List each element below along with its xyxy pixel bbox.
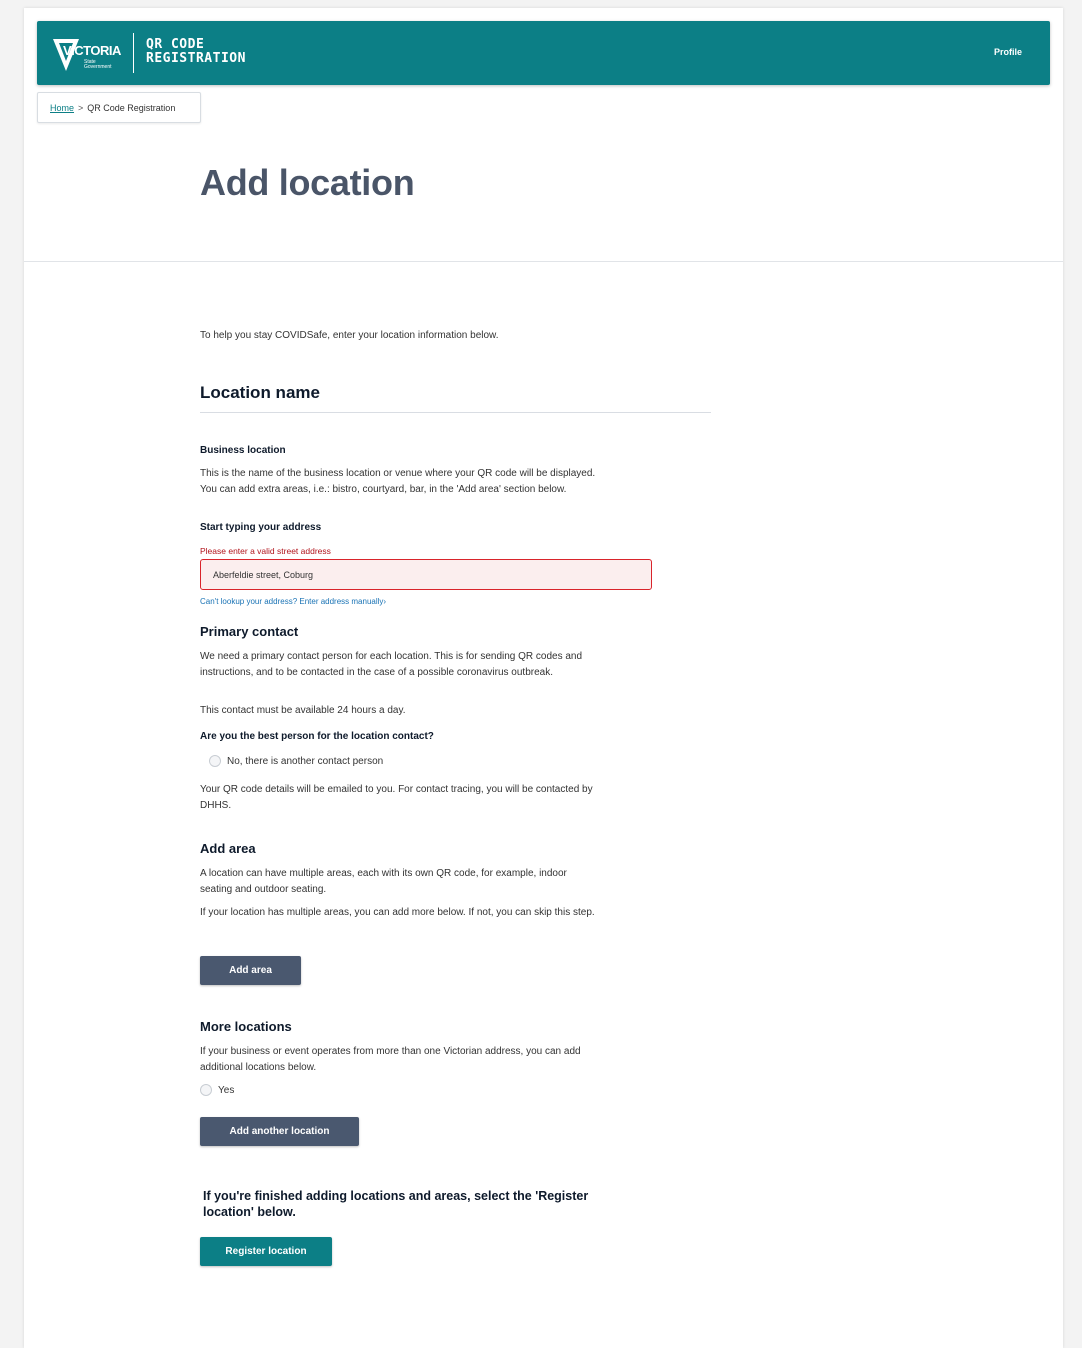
- profile-link[interactable]: Profile: [993, 47, 1022, 57]
- chevron-right-icon: ›: [383, 597, 387, 606]
- hero-divider: [24, 261, 1063, 262]
- radio-another-contact[interactable]: [209, 755, 383, 767]
- more-locations-description: If your business or event operates from more than one Victorian address, you can add additional locations below.: [200, 1046, 581, 1073]
- more-locations-heading: More locations: [200, 1019, 292, 1034]
- page-title: Add location: [200, 162, 415, 203]
- radio-circle[interactable]: [209, 755, 221, 767]
- register-instruction: If you're finished adding locations and areas, select the 'Register location' below.: [203, 1189, 589, 1219]
- business-location-label: Business location: [200, 445, 286, 456]
- best-person-question: Are you the best person for the location contact?: [200, 731, 434, 742]
- app-title-line1: QR CODE: [146, 37, 205, 52]
- svg-text:Government: Government: [84, 64, 112, 70]
- register-location-button[interactable]: Register location: [200, 1237, 332, 1266]
- svg-text:VICTORIA: VICTORIA: [63, 43, 121, 58]
- section-divider: [200, 412, 711, 413]
- business-location-help: This is the name of the business location or venue where your QR code will be displayed. You can add extra areas, i.e.: bistro, courtyard, bar, in the 'Add area' section below.: [200, 468, 596, 495]
- add-area-description: A location can have multiple areas, each with its own QR code, for example, indoor seating and outdoor seating.: [200, 868, 567, 895]
- breadcrumb-home-link[interactable]: Home: [50, 103, 75, 113]
- app-title: [146, 38, 246, 66]
- enter-address-manually-label: Can't lookup your address? Enter address manually: [200, 597, 384, 606]
- contact-email-note: Your QR code details will be emailed to you. For contact tracing, you will be contacted by DHHS.: [200, 784, 593, 811]
- add-area-heading: Add area: [200, 841, 256, 856]
- add-another-location-button[interactable]: Add another location: [200, 1117, 359, 1146]
- breadcrumb: [37, 92, 201, 123]
- radio-circle[interactable]: [200, 1084, 212, 1096]
- victoria-logo[interactable]: [53, 33, 125, 73]
- add-area-button[interactable]: Add area: [200, 956, 301, 985]
- add-area-instructions: If your location has multiple areas, you can add more below. If not, you can skip this step.: [200, 907, 595, 918]
- address-error-message: Please enter a valid street address: [200, 546, 331, 556]
- site-header: [37, 21, 1050, 85]
- breadcrumb-separator: >: [78, 103, 84, 113]
- radio-more-locations-yes[interactable]: [200, 1084, 234, 1096]
- intro-text: To help you stay COVIDSafe, enter your location information below.: [200, 330, 499, 341]
- primary-contact-availability: This contact must be available 24 hours a day.: [200, 705, 406, 716]
- address-label: Start typing your address: [200, 522, 322, 533]
- logo-divider: [133, 33, 134, 73]
- radio-another-contact-label: No, there is another contact person: [227, 755, 384, 767]
- enter-address-manually-link[interactable]: [200, 597, 386, 606]
- address-input[interactable]: [200, 559, 652, 590]
- location-name-heading: Location name: [200, 383, 320, 402]
- page: [24, 8, 1063, 1348]
- primary-contact-heading: Primary contact: [200, 624, 299, 639]
- app-title-line2: REGISTRATION: [146, 51, 246, 66]
- primary-contact-description: We need a primary contact person for each location. This is for sending QR codes and instructions, and to be contacted in the case of a possible coronavirus outbreak.: [200, 651, 583, 678]
- svg-text:State: State: [84, 59, 96, 65]
- radio-yes-label: Yes: [218, 1084, 235, 1096]
- breadcrumb-current: QR Code Registration: [87, 103, 176, 113]
